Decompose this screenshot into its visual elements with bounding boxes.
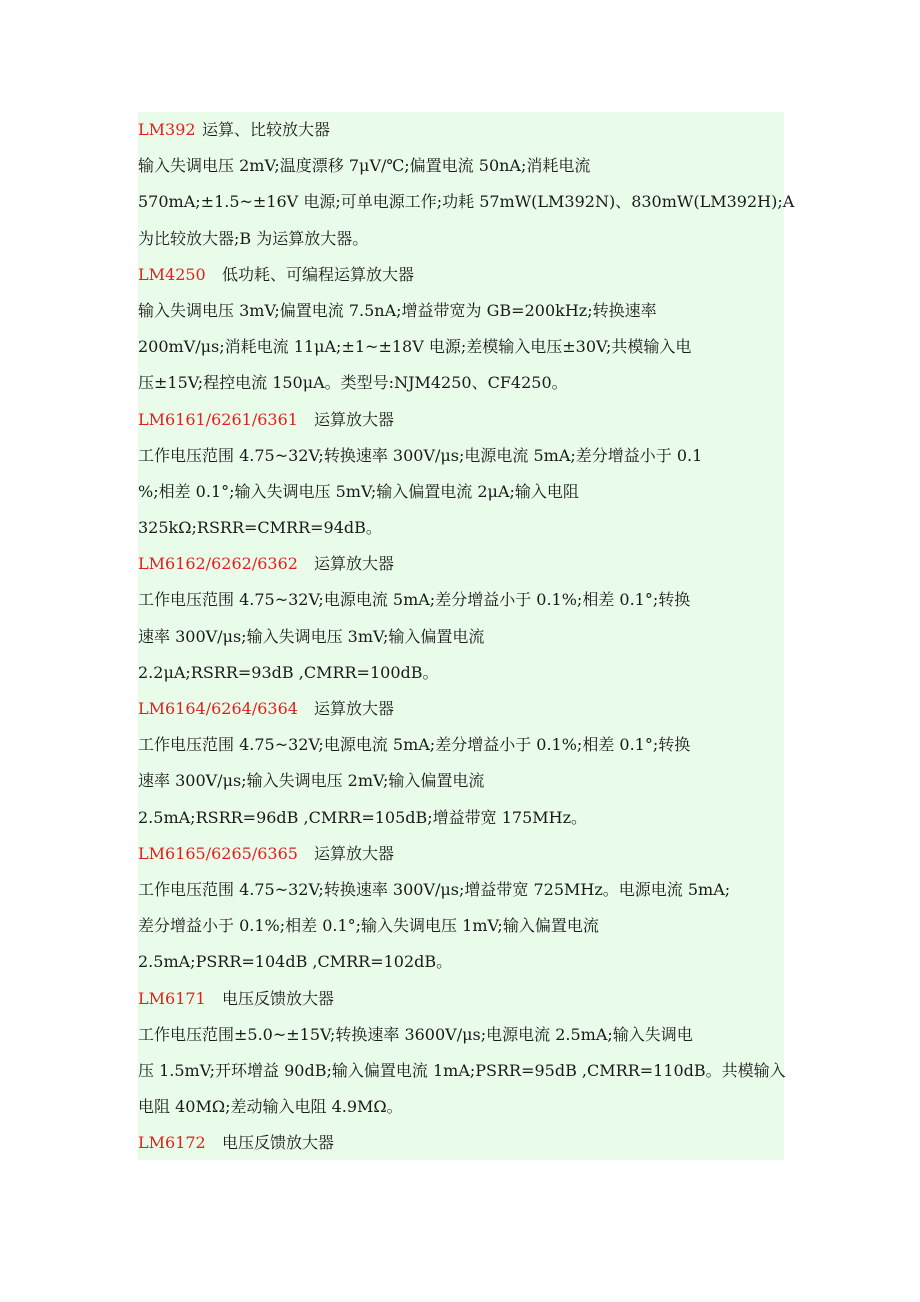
- section-title: 低功耗、可编程运算放大器: [222, 264, 415, 284]
- model-number: LM6172: [138, 1133, 206, 1153]
- description-line: 输入失调电压 3mV;偏置电流 7.5nA;增益带宽为 GB=200kHz;转换速率: [138, 300, 657, 320]
- model-number: LM6161/6261/6361: [138, 409, 298, 429]
- description-line: 工作电压范围 4.75~32V;电源电流 5mA;差分增益小于 0.1%;相差 0.1°;转换: [138, 735, 691, 755]
- section-title: 电压反馈放大器: [222, 1133, 335, 1153]
- section-heading: [138, 257, 798, 293]
- model-number: LM6171: [138, 988, 206, 1008]
- model-number: LM6162/6262/6362: [138, 554, 298, 574]
- section-heading: [138, 546, 798, 582]
- description-line: 为比较放大器;B 为运算放大器。: [138, 228, 369, 248]
- description-line: 速率 300V/μs;输入失调电压 3mV;输入偏置电流: [138, 626, 485, 646]
- description-line: 工作电压范围 4.75~32V;电源电流 5mA;差分增益小于 0.1%;相差 0.1°;转换: [138, 590, 691, 610]
- description-line: 电阻 40MΩ;差动输入电阻 4.9MΩ。: [138, 1097, 403, 1117]
- description-line: 压 1.5mV;开环增益 90dB;输入偏置电流 1mA;PSRR=95dB ,CMRR=110dB。共模输入: [138, 1060, 786, 1080]
- description-line: 输入失调电压 2mV;温度漂移 7μV/℃;偏置电流 50nA;消耗电流: [138, 156, 591, 176]
- description-line: 200mV/μs;消耗电流 11μA;±1~±18V 电源;差模输入电压±30V;共模输入电: [138, 337, 692, 357]
- description-line: 工作电压范围 4.75~32V;转换速率 300V/μs;电源电流 5mA;差分增益小于 0.1: [138, 445, 703, 465]
- description-line: 速率 300V/μs;输入失调电压 2mV;输入偏置电流: [138, 771, 485, 791]
- section-heading: [138, 836, 798, 872]
- model-number: LM6164/6264/6364: [138, 699, 298, 718]
- description-line: 570mA;±1.5~±16V 电源;可单电源工作;功耗 57mW(LM392N)、830mW(LM392H);A: [138, 192, 795, 212]
- section-heading: [138, 402, 798, 438]
- description-line: %;相差 0.1°;输入失调电压 5mV;输入偏置电流 2μA;输入电阻: [138, 481, 579, 501]
- description-line: 差分增益小于 0.1%;相差 0.1°;输入失调电压 1mV;输入偏置电流: [138, 916, 599, 936]
- section-title: 运算放大器: [314, 843, 395, 863]
- description-line: 2.2μA;RSRR=93dB ,CMRR=100dB。: [138, 662, 439, 682]
- section-heading: [138, 112, 798, 148]
- description-line: 2.5mA;PSRR=104dB ,CMRR=102dB。: [138, 952, 453, 972]
- section-heading: [138, 691, 798, 727]
- section-title: 运算放大器: [314, 554, 395, 574]
- description-line: 压±15V;程控电流 150μA。类型号:NJM4250、CF4250。: [138, 373, 568, 393]
- model-number: LM6165/6265/6365: [138, 843, 298, 863]
- model-number: LM4250: [138, 264, 206, 284]
- section-title: 运算、比较放大器: [202, 120, 331, 139]
- text-body: [138, 112, 798, 1161]
- section-title: 运算放大器: [314, 699, 395, 718]
- section-title: 运算放大器: [314, 409, 395, 429]
- description-line: 工作电压范围 4.75~32V;转换速率 300V/μs;增益带宽 725MHz。电源电流 5mA;: [138, 879, 731, 899]
- section-title: 电压反馈放大器: [222, 988, 335, 1008]
- description-line: 工作电压范围±5.0~±15V;转换速率 3600V/μs;电源电流 2.5mA;输入失调电: [138, 1024, 693, 1044]
- description-line: 325kΩ;RSRR=CMRR=94dB。: [138, 518, 382, 538]
- section-heading: [138, 981, 798, 1017]
- section-heading: [138, 1125, 798, 1161]
- model-number: LM392: [138, 120, 196, 139]
- description-line: 2.5mA;RSRR=96dB ,CMRR=105dB;增益带宽 175MHz。: [138, 807, 588, 827]
